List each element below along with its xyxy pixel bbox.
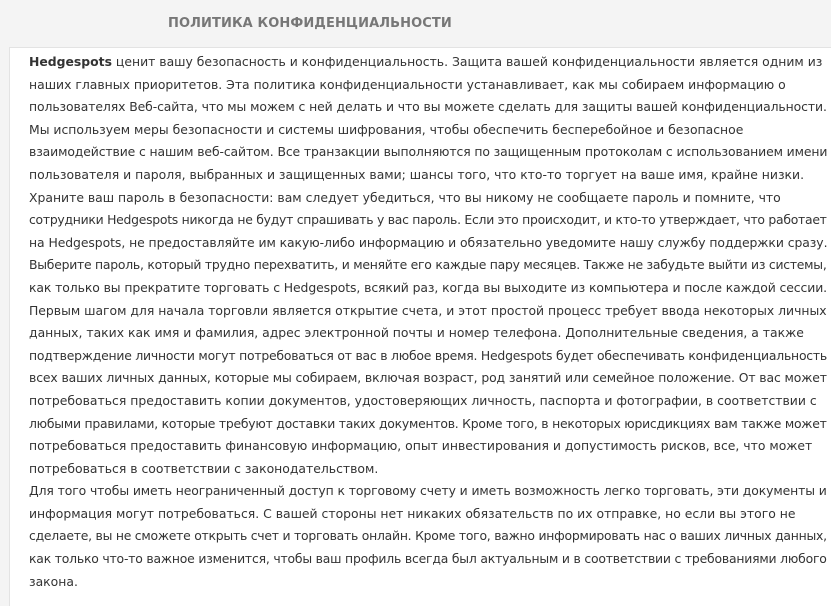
policy-line-text: ценит вашу безопасность и конфиденциальность. Защита вашей конфиденциальности является одним из xyxy=(111,54,823,69)
policy-line: Для того чтобы иметь неограниченный доступ к торговому счету и иметь возможность легко торговать, эти документы и xyxy=(29,483,827,499)
policy-line: подтверждение личности могут потребоваться от вас в любое время. Hedgespots будет обеспечивать конфиденциальность xyxy=(29,347,828,363)
page-title: ПОЛИТИКА КОНФИДЕНЦИАЛЬНОСТИ xyxy=(168,16,452,31)
policy-line: взаимодействие с нашим веб-сайтом. Все транзакции выполняются по защищенным протоколам с использованием имени xyxy=(29,144,828,160)
policy-line: пользователях Веб-сайта, что мы можем с ней делать и что вы можете сделать для защиты вашей конфиденциальности. xyxy=(29,99,827,115)
policy-line: всех ваших личных данных, которые мы собираем, включая возраст, род занятий или семейное положение. От вас может xyxy=(29,370,827,386)
policy-line: данных, таких как имя и фамилия, адрес электронной почты и номер телефона. Дополнительные сведения, а также xyxy=(29,325,804,341)
policy-line: Первым шагом для начала торговли является открытие счета, и этот простой процесс требует ввода некоторых личных xyxy=(29,302,827,318)
policy-line: Храните ваш пароль в безопасности: вам следует убедиться, что вы никому не сообщаете пароль и помните, что xyxy=(29,189,781,205)
policy-text xyxy=(29,51,829,593)
policy-line: наших главных приоритетов. Эта политика конфиденциальности устанавливает, как мы собираем информацию о xyxy=(29,76,786,92)
policy-line: сделаете, вы не сможете открыть счет и торговать онлайн. Кроме того, важно информировать нас о ваших личных данных, xyxy=(29,528,827,544)
policy-line: на Hedgespots, не предоставляйте им какую-либо информацию и обязательно уведомите нашу службу поддержки сразу. xyxy=(29,234,828,250)
policy-line: закона. xyxy=(29,573,78,589)
policy-line: Выберите пароль, который трудно перехватить, и меняйте его каждые пару месяцев. Также не забудьте выйти из системы, xyxy=(29,257,827,273)
policy-line: как только вы прекратите торговать с Hedgespots, всякий раз, когда вы выходите из компьютера и после каждой сессии. xyxy=(29,279,828,295)
policy-line: потребоваться в соответствии с законодательством. xyxy=(29,460,379,476)
policy-line: потребоваться предоставить копии документов, удостоверяющих личность, паспорта и фотографии, в соответствии с xyxy=(29,392,817,408)
policy-line: потребоваться предоставить финансовую информацию, опыт инвестирования и допустимость рисков, все, что может xyxy=(29,438,813,454)
page-header xyxy=(0,0,831,48)
policy-line: как только что-то важное изменится, чтобы ваш профиль всегда был актуальным и в соответствии с требованиями любого xyxy=(29,551,827,567)
policy-line: информация могут потребоваться. С вашей стороны нет никаких обязательств по их отправке, но если вы этого не xyxy=(29,505,796,521)
policy-line: сотрудники Hedgespots никогда не будут спрашивать у вас пароль. Если это происходит, и кто-то утверждает, что работает xyxy=(29,212,827,228)
policy-line: Мы используем меры безопасности и системы шифрования, чтобы обеспечить бесперебойное и безопасное xyxy=(29,121,744,137)
policy-line xyxy=(29,51,829,74)
brand-name: Hedgespots xyxy=(29,54,112,69)
policy-line: пользователя и пароля, выбранных и защищенных вами; шансы того, что кто-то торгует на ваше имя, крайне низки. xyxy=(29,166,805,182)
policy-line: любыми правилами, которые требуют доставки таких документов. Кроме того, в некоторых юрисдикциях вам также может xyxy=(29,415,827,431)
